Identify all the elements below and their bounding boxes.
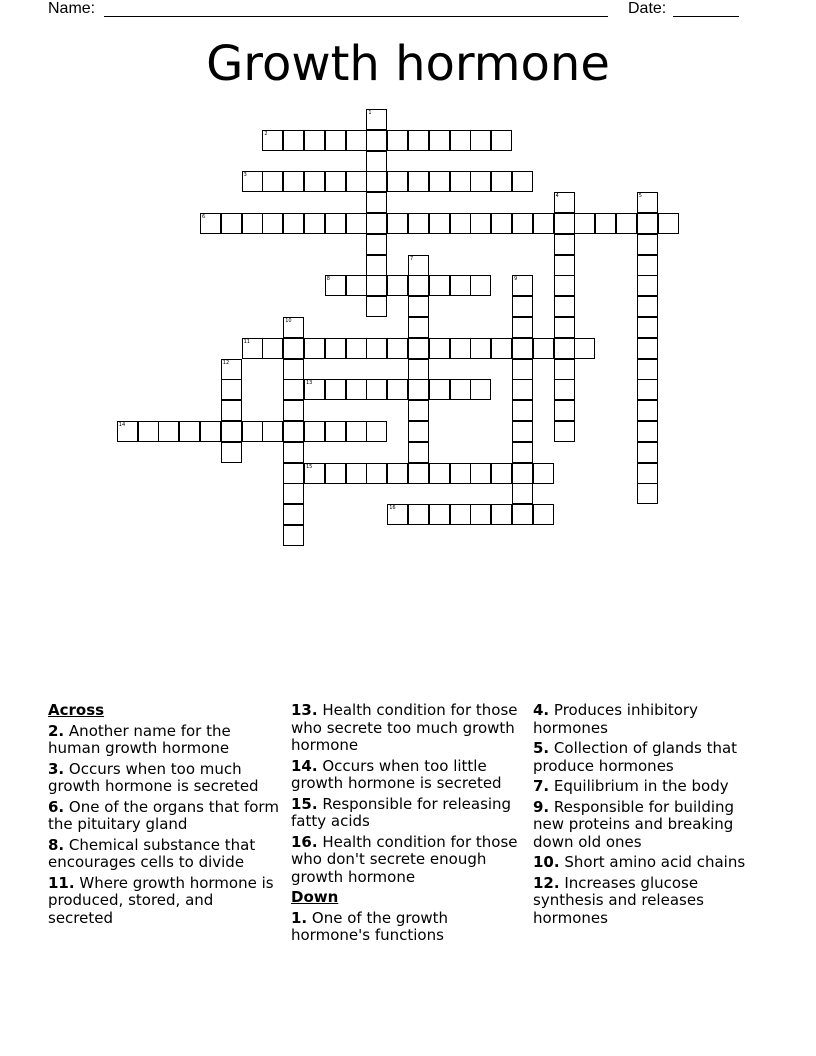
grid-cell[interactable] xyxy=(512,317,533,338)
grid-cell[interactable] xyxy=(637,400,658,421)
grid-cell[interactable] xyxy=(283,379,304,400)
grid-cell[interactable] xyxy=(491,463,512,484)
grid-cell[interactable] xyxy=(158,421,179,442)
grid-cell[interactable] xyxy=(242,213,263,234)
grid-cell[interactable] xyxy=(366,192,387,213)
grid-cell[interactable] xyxy=(200,421,221,442)
grid-cell[interactable] xyxy=(221,213,242,234)
grid-cell[interactable] xyxy=(304,171,325,192)
grid-cell[interactable] xyxy=(304,213,325,234)
grid-cell[interactable] xyxy=(408,171,429,192)
clue-number: 11 xyxy=(243,338,250,345)
grid-cell[interactable] xyxy=(533,213,554,234)
grid-cell[interactable] xyxy=(512,359,533,380)
grid-cell[interactable] xyxy=(325,213,346,234)
clue-number: 8 xyxy=(326,276,330,283)
grid-cell[interactable] xyxy=(325,463,346,484)
grid-cell[interactable] xyxy=(450,275,471,296)
grid-cell[interactable] xyxy=(221,379,242,400)
grid-cell[interactable] xyxy=(304,421,325,442)
clues-column-2 xyxy=(291,702,523,948)
clue-number: 2 xyxy=(264,130,268,137)
grid-cell[interactable] xyxy=(637,359,658,380)
name-label: Name: xyxy=(48,0,96,17)
grid-cell[interactable] xyxy=(470,379,491,400)
grid-cell[interactable] xyxy=(429,338,450,359)
grid-cell[interactable] xyxy=(304,130,325,151)
grid-cell[interactable] xyxy=(554,192,575,213)
grid-cell[interactable] xyxy=(262,130,283,151)
grid-cell[interactable] xyxy=(366,379,387,400)
grid-cell[interactable] xyxy=(408,296,429,317)
grid-cell[interactable] xyxy=(325,130,346,151)
grid-cell[interactable] xyxy=(637,275,658,296)
grid-cell[interactable] xyxy=(366,296,387,317)
grid-cell[interactable] xyxy=(221,400,242,421)
grid-cell[interactable] xyxy=(637,463,658,484)
grid-cell[interactable] xyxy=(470,213,491,234)
grid-cell[interactable] xyxy=(387,171,408,192)
grid-cell[interactable] xyxy=(512,379,533,400)
grid-cell[interactable] xyxy=(637,317,658,338)
grid-cell[interactable] xyxy=(387,338,408,359)
grid-cell[interactable] xyxy=(346,213,367,234)
grid-cell[interactable] xyxy=(491,171,512,192)
grid-cell[interactable] xyxy=(387,130,408,151)
grid-cell[interactable] xyxy=(512,213,533,234)
grid-cell[interactable] xyxy=(554,400,575,421)
grid-cell[interactable] xyxy=(637,421,658,442)
grid-cell[interactable] xyxy=(512,171,533,192)
grid-cell[interactable] xyxy=(221,421,242,442)
grid-cell[interactable] xyxy=(242,171,263,192)
clue-number: 14 xyxy=(118,422,126,428)
clue-down-12: 12. Increases glucose synthesis and releases hormones xyxy=(533,873,704,927)
grid-cell[interactable] xyxy=(283,483,304,504)
grid-cell[interactable] xyxy=(366,463,387,484)
grid-cell[interactable] xyxy=(304,379,325,400)
grid-cell[interactable] xyxy=(366,171,387,192)
grid-cell[interactable] xyxy=(325,275,346,296)
grid-cell[interactable] xyxy=(554,275,575,296)
grid-cell[interactable] xyxy=(450,379,471,400)
grid-cell[interactable] xyxy=(262,213,283,234)
grid-cell[interactable] xyxy=(221,442,242,463)
grid-cell[interactable] xyxy=(450,504,471,525)
grid-cell[interactable] xyxy=(262,421,283,442)
grid-cell[interactable] xyxy=(366,151,387,172)
grid-cell[interactable] xyxy=(512,275,533,296)
grid-cell[interactable] xyxy=(408,338,429,359)
grid-cell[interactable] xyxy=(637,234,658,255)
clue-number: 13 xyxy=(306,380,313,387)
grid-cell[interactable] xyxy=(262,338,283,359)
grid-cell[interactable] xyxy=(221,359,242,380)
grid-cell[interactable] xyxy=(637,483,658,504)
grid-cell[interactable] xyxy=(366,213,387,234)
grid-cell[interactable] xyxy=(346,379,367,400)
grid-cell[interactable] xyxy=(512,442,533,463)
grid-cell[interactable] xyxy=(283,442,304,463)
grid-cell[interactable] xyxy=(554,379,575,400)
grid-cell[interactable] xyxy=(117,421,138,442)
grid-cell[interactable] xyxy=(325,421,346,442)
grid-cell[interactable] xyxy=(512,400,533,421)
grid-cell[interactable] xyxy=(138,421,159,442)
grid-cell[interactable] xyxy=(179,421,200,442)
grid-cell[interactable] xyxy=(408,442,429,463)
grid-cell[interactable] xyxy=(470,463,491,484)
grid-cell[interactable] xyxy=(408,463,429,484)
grid-cell[interactable] xyxy=(408,504,429,525)
grid-cell[interactable] xyxy=(574,213,595,234)
grid-cell[interactable] xyxy=(387,463,408,484)
grid-cell[interactable] xyxy=(491,213,512,234)
grid-cell[interactable] xyxy=(429,379,450,400)
grid-cell[interactable] xyxy=(554,338,575,359)
clue-down-1: 1. One of the growth hormone's functions xyxy=(291,908,449,944)
grid-cell[interactable] xyxy=(429,463,450,484)
grid-cell[interactable] xyxy=(595,213,616,234)
grid-cell[interactable] xyxy=(554,421,575,442)
grid-cell[interactable] xyxy=(637,213,658,234)
clue-across-6: 6. One of the organs that form the pituitary gland xyxy=(48,797,279,833)
grid-cell[interactable] xyxy=(450,213,471,234)
grid-cell[interactable] xyxy=(387,379,408,400)
clue-down-5: 5. Collection of glands that produce hormones xyxy=(533,739,738,775)
grid-cell[interactable] xyxy=(429,171,450,192)
grid-cell[interactable] xyxy=(283,504,304,525)
puzzle-title: Growth hormone xyxy=(206,36,610,92)
grid-cell[interactable] xyxy=(408,275,429,296)
grid-cell[interactable] xyxy=(283,317,304,338)
grid-cell[interactable] xyxy=(533,504,554,525)
grid-cell[interactable] xyxy=(637,338,658,359)
grid-cell[interactable] xyxy=(470,275,491,296)
grid-cell[interactable] xyxy=(283,421,304,442)
grid-cell[interactable] xyxy=(408,130,429,151)
grid-cell[interactable] xyxy=(366,275,387,296)
grid-cell[interactable] xyxy=(283,171,304,192)
clue-number: 10 xyxy=(285,318,292,324)
grid-cell[interactable] xyxy=(637,255,658,276)
grid-cell[interactable] xyxy=(637,296,658,317)
grid-cell[interactable] xyxy=(366,255,387,276)
grid-cell[interactable] xyxy=(533,463,554,484)
grid-cell[interactable] xyxy=(574,338,595,359)
grid-cell[interactable] xyxy=(283,359,304,380)
clue-number: 3 xyxy=(243,172,247,179)
clue-across-3: 3. Occurs when too much growth hormone is secreted xyxy=(48,759,259,795)
grid-cell[interactable] xyxy=(554,317,575,338)
grid-cell[interactable] xyxy=(408,255,429,276)
grid-cell[interactable] xyxy=(470,171,491,192)
clue-down-9: 9. Responsible for building new proteins and breaking down old ones xyxy=(533,797,735,851)
grid-cell[interactable] xyxy=(429,130,450,151)
grid-cell[interactable] xyxy=(387,213,408,234)
grid-cell[interactable] xyxy=(366,421,387,442)
clues-column-3 xyxy=(533,702,765,930)
clue-down-7: 7. Equilibrium in the body xyxy=(533,777,729,795)
clue-across-16: 16. Health condition for those who don't secrete enough growth hormone xyxy=(291,832,518,886)
grid-cell[interactable] xyxy=(283,213,304,234)
grid-cell[interactable] xyxy=(200,213,221,234)
grid-cell[interactable] xyxy=(637,192,658,213)
grid-cell[interactable] xyxy=(450,338,471,359)
grid-cell[interactable] xyxy=(512,338,533,359)
grid-cell[interactable] xyxy=(429,213,450,234)
grid-cell[interactable] xyxy=(387,275,408,296)
grid-cell[interactable] xyxy=(491,338,512,359)
grid-cell[interactable] xyxy=(470,504,491,525)
clue-down-4: 4. Produces inhibitory hormones xyxy=(533,701,698,737)
clue-number: 16 xyxy=(389,505,396,512)
clue-across-2: 2. Another name for the human growth hormone xyxy=(48,721,231,757)
grid-cell[interactable] xyxy=(408,400,429,421)
grid-cell[interactable] xyxy=(450,463,471,484)
grid-cell[interactable] xyxy=(554,359,575,380)
grid-cell[interactable] xyxy=(554,255,575,276)
grid-cell[interactable] xyxy=(283,400,304,421)
grid-cell[interactable] xyxy=(408,317,429,338)
clue-down-10: 10. Short amino acid chains xyxy=(533,853,746,871)
grid-cell[interactable] xyxy=(366,234,387,255)
grid-cell[interactable] xyxy=(450,130,471,151)
grid-cell[interactable] xyxy=(429,275,450,296)
grid-cell[interactable] xyxy=(387,504,408,525)
grid-cell[interactable] xyxy=(533,338,554,359)
grid-cell[interactable] xyxy=(637,379,658,400)
grid-cell[interactable] xyxy=(408,359,429,380)
clue-across-11: 11. Where growth hormone is produced, stored, and secreted xyxy=(48,873,274,927)
clue-number: 15 xyxy=(306,463,313,470)
grid-cell[interactable] xyxy=(408,213,429,234)
down-heading: Down xyxy=(291,888,339,906)
grid-cell[interactable] xyxy=(325,338,346,359)
grid-cell[interactable] xyxy=(283,130,304,151)
grid-cell[interactable] xyxy=(512,463,533,484)
date-label: Date: xyxy=(628,0,667,17)
grid-cell[interactable] xyxy=(242,338,263,359)
grid-cell[interactable] xyxy=(366,109,387,130)
clue-number: 12 xyxy=(222,359,230,366)
grid-cell[interactable] xyxy=(346,171,367,192)
grid-cell[interactable] xyxy=(283,463,304,484)
grid-cell[interactable] xyxy=(554,296,575,317)
grid-cell[interactable] xyxy=(346,338,367,359)
across-heading: Across xyxy=(48,701,105,719)
clue-across-15: 15. Responsible for releasing fatty acids xyxy=(291,794,512,830)
clues-column-1 xyxy=(48,702,280,930)
clue-across-13: 13. Health condition for those who secrete too much growth hormone xyxy=(291,701,518,754)
grid-cell[interactable] xyxy=(429,504,450,525)
clue-number: 6 xyxy=(202,214,206,220)
grid-cell[interactable] xyxy=(262,171,283,192)
grid-cell[interactable] xyxy=(450,171,471,192)
grid-cell[interactable] xyxy=(366,130,387,151)
clue-number: 9 xyxy=(514,276,518,283)
grid-cell[interactable] xyxy=(325,171,346,192)
grid-cell[interactable] xyxy=(325,379,346,400)
grid-cell[interactable] xyxy=(346,275,367,296)
grid-cell[interactable] xyxy=(512,421,533,442)
grid-cell[interactable] xyxy=(366,338,387,359)
clue-across-14: 14. Occurs when too little growth hormone is secreted xyxy=(291,756,502,792)
grid-cell[interactable] xyxy=(491,504,512,525)
grid-cell[interactable] xyxy=(242,421,263,442)
grid-cell[interactable] xyxy=(658,213,679,234)
grid-cell[interactable] xyxy=(470,130,491,151)
grid-cell[interactable] xyxy=(554,234,575,255)
clue-number: 7 xyxy=(410,255,414,262)
grid-cell[interactable] xyxy=(346,130,367,151)
grid-cell[interactable] xyxy=(346,421,367,442)
grid-cell[interactable] xyxy=(283,525,304,546)
grid-cell[interactable] xyxy=(512,296,533,317)
clue-number: 4 xyxy=(555,193,559,200)
grid-cell[interactable] xyxy=(512,504,533,525)
clue-number: 1 xyxy=(368,110,372,116)
grid-cell[interactable] xyxy=(512,483,533,504)
grid-cell[interactable] xyxy=(616,213,637,234)
grid-cell[interactable] xyxy=(491,130,512,151)
grid-cell[interactable] xyxy=(637,442,658,463)
clue-across-8: 8. Chemical substance that encourages cells to divide xyxy=(48,835,256,871)
clue-number: 5 xyxy=(638,193,642,200)
grid-cell[interactable] xyxy=(283,338,304,359)
grid-cell[interactable] xyxy=(304,463,325,484)
grid-cell[interactable] xyxy=(346,463,367,484)
grid-cell[interactable] xyxy=(554,213,575,234)
grid-cell[interactable] xyxy=(408,379,429,400)
grid-cell[interactable] xyxy=(408,421,429,442)
grid-cell[interactable] xyxy=(470,338,491,359)
grid-cell[interactable] xyxy=(304,338,325,359)
